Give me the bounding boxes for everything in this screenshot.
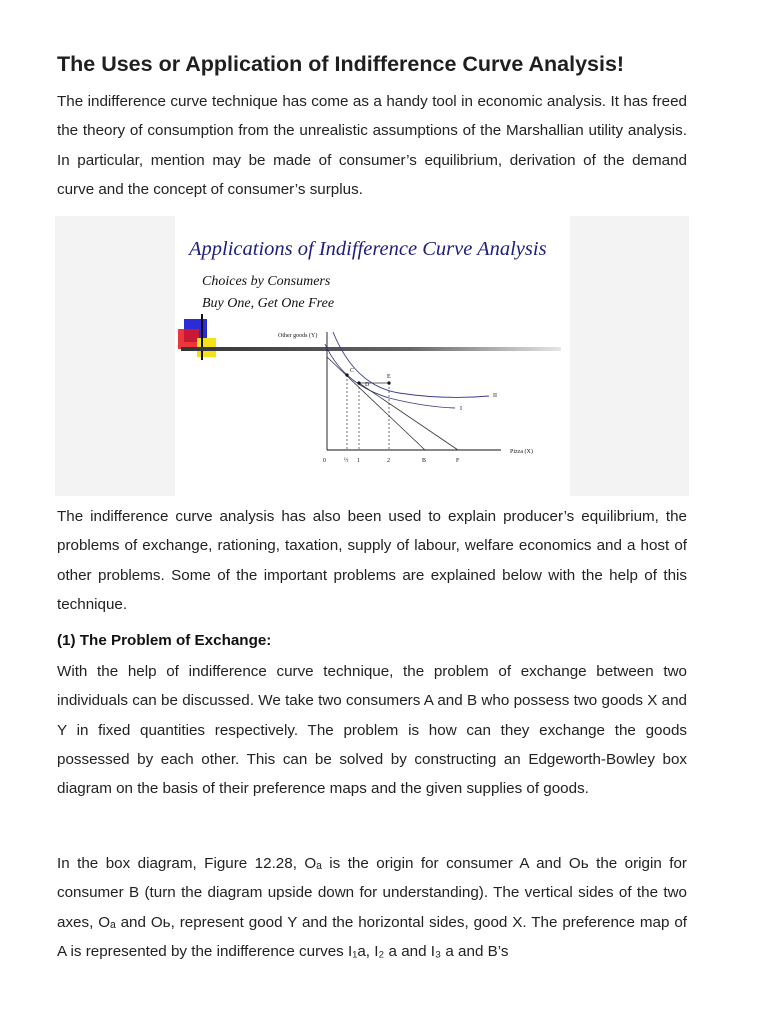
point-e bbox=[387, 381, 390, 384]
page-title: The Uses or Application of Indifference Curve Analysis! bbox=[57, 52, 625, 76]
figure-slide bbox=[175, 216, 570, 496]
box-diagram-paragraph: In the box diagram, Figure 12.28, Oₐ is the origin for consumer A and Oь the origin for consumer B (turn the diagram upside down for understanding). The vertical sides of the two axes, Oₐ and Oь, represent good Y and the horizontal sides, good X. The preference map of A is represented by the indifference curves I₁a, I₂ a and I₃ a and B’s bbox=[57, 855, 687, 960]
x-tick-b: B bbox=[422, 458, 427, 464]
point-c bbox=[345, 373, 348, 376]
x-tick-half: ½ bbox=[344, 458, 349, 464]
budget-line-b bbox=[327, 357, 425, 450]
curve-label-II: II bbox=[493, 393, 497, 399]
x-tick-one: 1 bbox=[357, 458, 360, 464]
x-tick-two: 2 bbox=[387, 458, 390, 464]
section-heading-exchange: (1) The Problem of Exchange: bbox=[57, 632, 272, 649]
slide-subtitle-choices: Choices by Consumers bbox=[202, 274, 331, 289]
second-paragraph: The indifference curve analysis has also been used to explain producer’s equilibrium, the problems of exchange, rationing, taxation, supply of labour, welfare economics and a host of other problems. Some of the important problems are explained below with the help of this technique. bbox=[57, 508, 687, 613]
slide-subtitle-bogo: Buy One, Get One Free bbox=[202, 296, 335, 311]
budget-line-f bbox=[359, 383, 458, 450]
indifference-chart bbox=[175, 216, 570, 496]
point-label-c: C bbox=[350, 368, 355, 374]
x-tick-origin: 0 bbox=[323, 458, 326, 464]
point-label-d: D bbox=[365, 382, 370, 388]
curve-label-I: I bbox=[460, 406, 462, 412]
exchange-paragraph: With the help of indifference curve technique, the problem of exchange between two individuals can be discussed. We take two consumers A and B who possess two goods X and Y in fixed quantities respectively. The problem is how can they exchange the goods possessed by each other. This can be solved by constructing an Edgeworth-Bowley box diagram on the basis of their preference maps and the given supplies of goods. bbox=[57, 663, 687, 798]
point-label-e: E bbox=[387, 374, 391, 380]
slide-title: Applications of Indifference Curve Analysis bbox=[189, 238, 547, 260]
indifference-curve-II bbox=[333, 332, 489, 397]
y-axis-label: Other goods (Y) bbox=[278, 333, 318, 339]
x-tick-f: F bbox=[456, 458, 460, 464]
x-axis-label: Pizza (X) bbox=[510, 449, 533, 455]
point-d bbox=[357, 381, 360, 384]
intro-paragraph: The indifference curve technique has come as a handy tool in economic analysis. It has freed the theory of consumption from the unrealistic assumptions of the Marshallian utility analysis. In particular, mention may be made of consumer’s equilibrium, derivation of the demand curve and the concept of consumer’s surplus. bbox=[57, 93, 687, 198]
